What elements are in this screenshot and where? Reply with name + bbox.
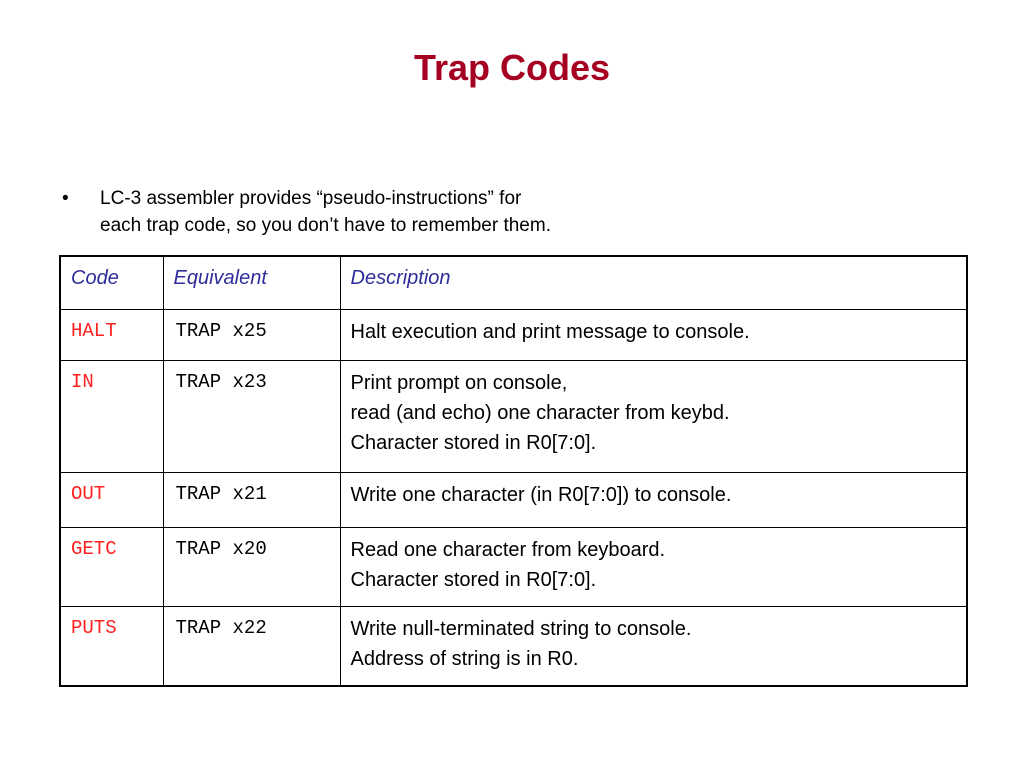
description-line: Write one character (in R0[7:0]) to console. — [350, 483, 732, 506]
code-cell: GETC — [60, 527, 163, 606]
table-row — [60, 527, 967, 606]
description-cell — [340, 472, 967, 527]
header-description: Description — [340, 256, 967, 309]
description-line: read (and echo) one character from keybd. — [350, 401, 730, 424]
table-row — [60, 360, 967, 472]
equivalent-cell: TRAP x23 — [163, 360, 340, 472]
description-line: Character stored in R0[7:0]. — [350, 568, 597, 591]
description-line: Halt execution and print message to console. — [350, 320, 750, 343]
description-cell — [340, 606, 967, 686]
slide-title: Trap Codes — [413, 47, 611, 88]
code-cell: PUTS — [60, 606, 163, 686]
description-cell — [340, 360, 967, 472]
bullet-line: LC-3 assembler provides “pseudo-instructions” for — [100, 188, 522, 209]
trap-codes-table — [59, 255, 968, 687]
description-line: Character stored in R0[7:0]. — [350, 431, 597, 454]
header-equivalent: Equivalent — [163, 256, 340, 309]
table-row — [60, 606, 967, 686]
table-row — [60, 309, 967, 360]
description-line: Read one character from keyboard. — [350, 538, 666, 561]
code-cell: OUT — [60, 472, 163, 527]
table-row — [60, 472, 967, 527]
bullet-text — [100, 185, 720, 239]
equivalent-cell: TRAP x20 — [163, 527, 340, 606]
description-line: Print prompt on console, — [350, 371, 568, 394]
equivalent-cell: TRAP x21 — [163, 472, 340, 527]
equivalent-cell: TRAP x25 — [163, 309, 340, 360]
equivalent-cell: TRAP x22 — [163, 606, 340, 686]
header-code: Code — [60, 256, 163, 309]
bullet-line: each trap code, so you don’t have to remember them. — [100, 215, 551, 236]
code-cell: IN — [60, 360, 163, 472]
code-cell: HALT — [60, 309, 163, 360]
bullet-icon: • — [62, 188, 69, 209]
table-header-row — [60, 256, 967, 309]
description-cell — [340, 309, 967, 360]
description-line: Address of string is in R0. — [350, 647, 579, 670]
description-cell — [340, 527, 967, 606]
description-line: Write null-terminated string to console. — [350, 617, 692, 640]
